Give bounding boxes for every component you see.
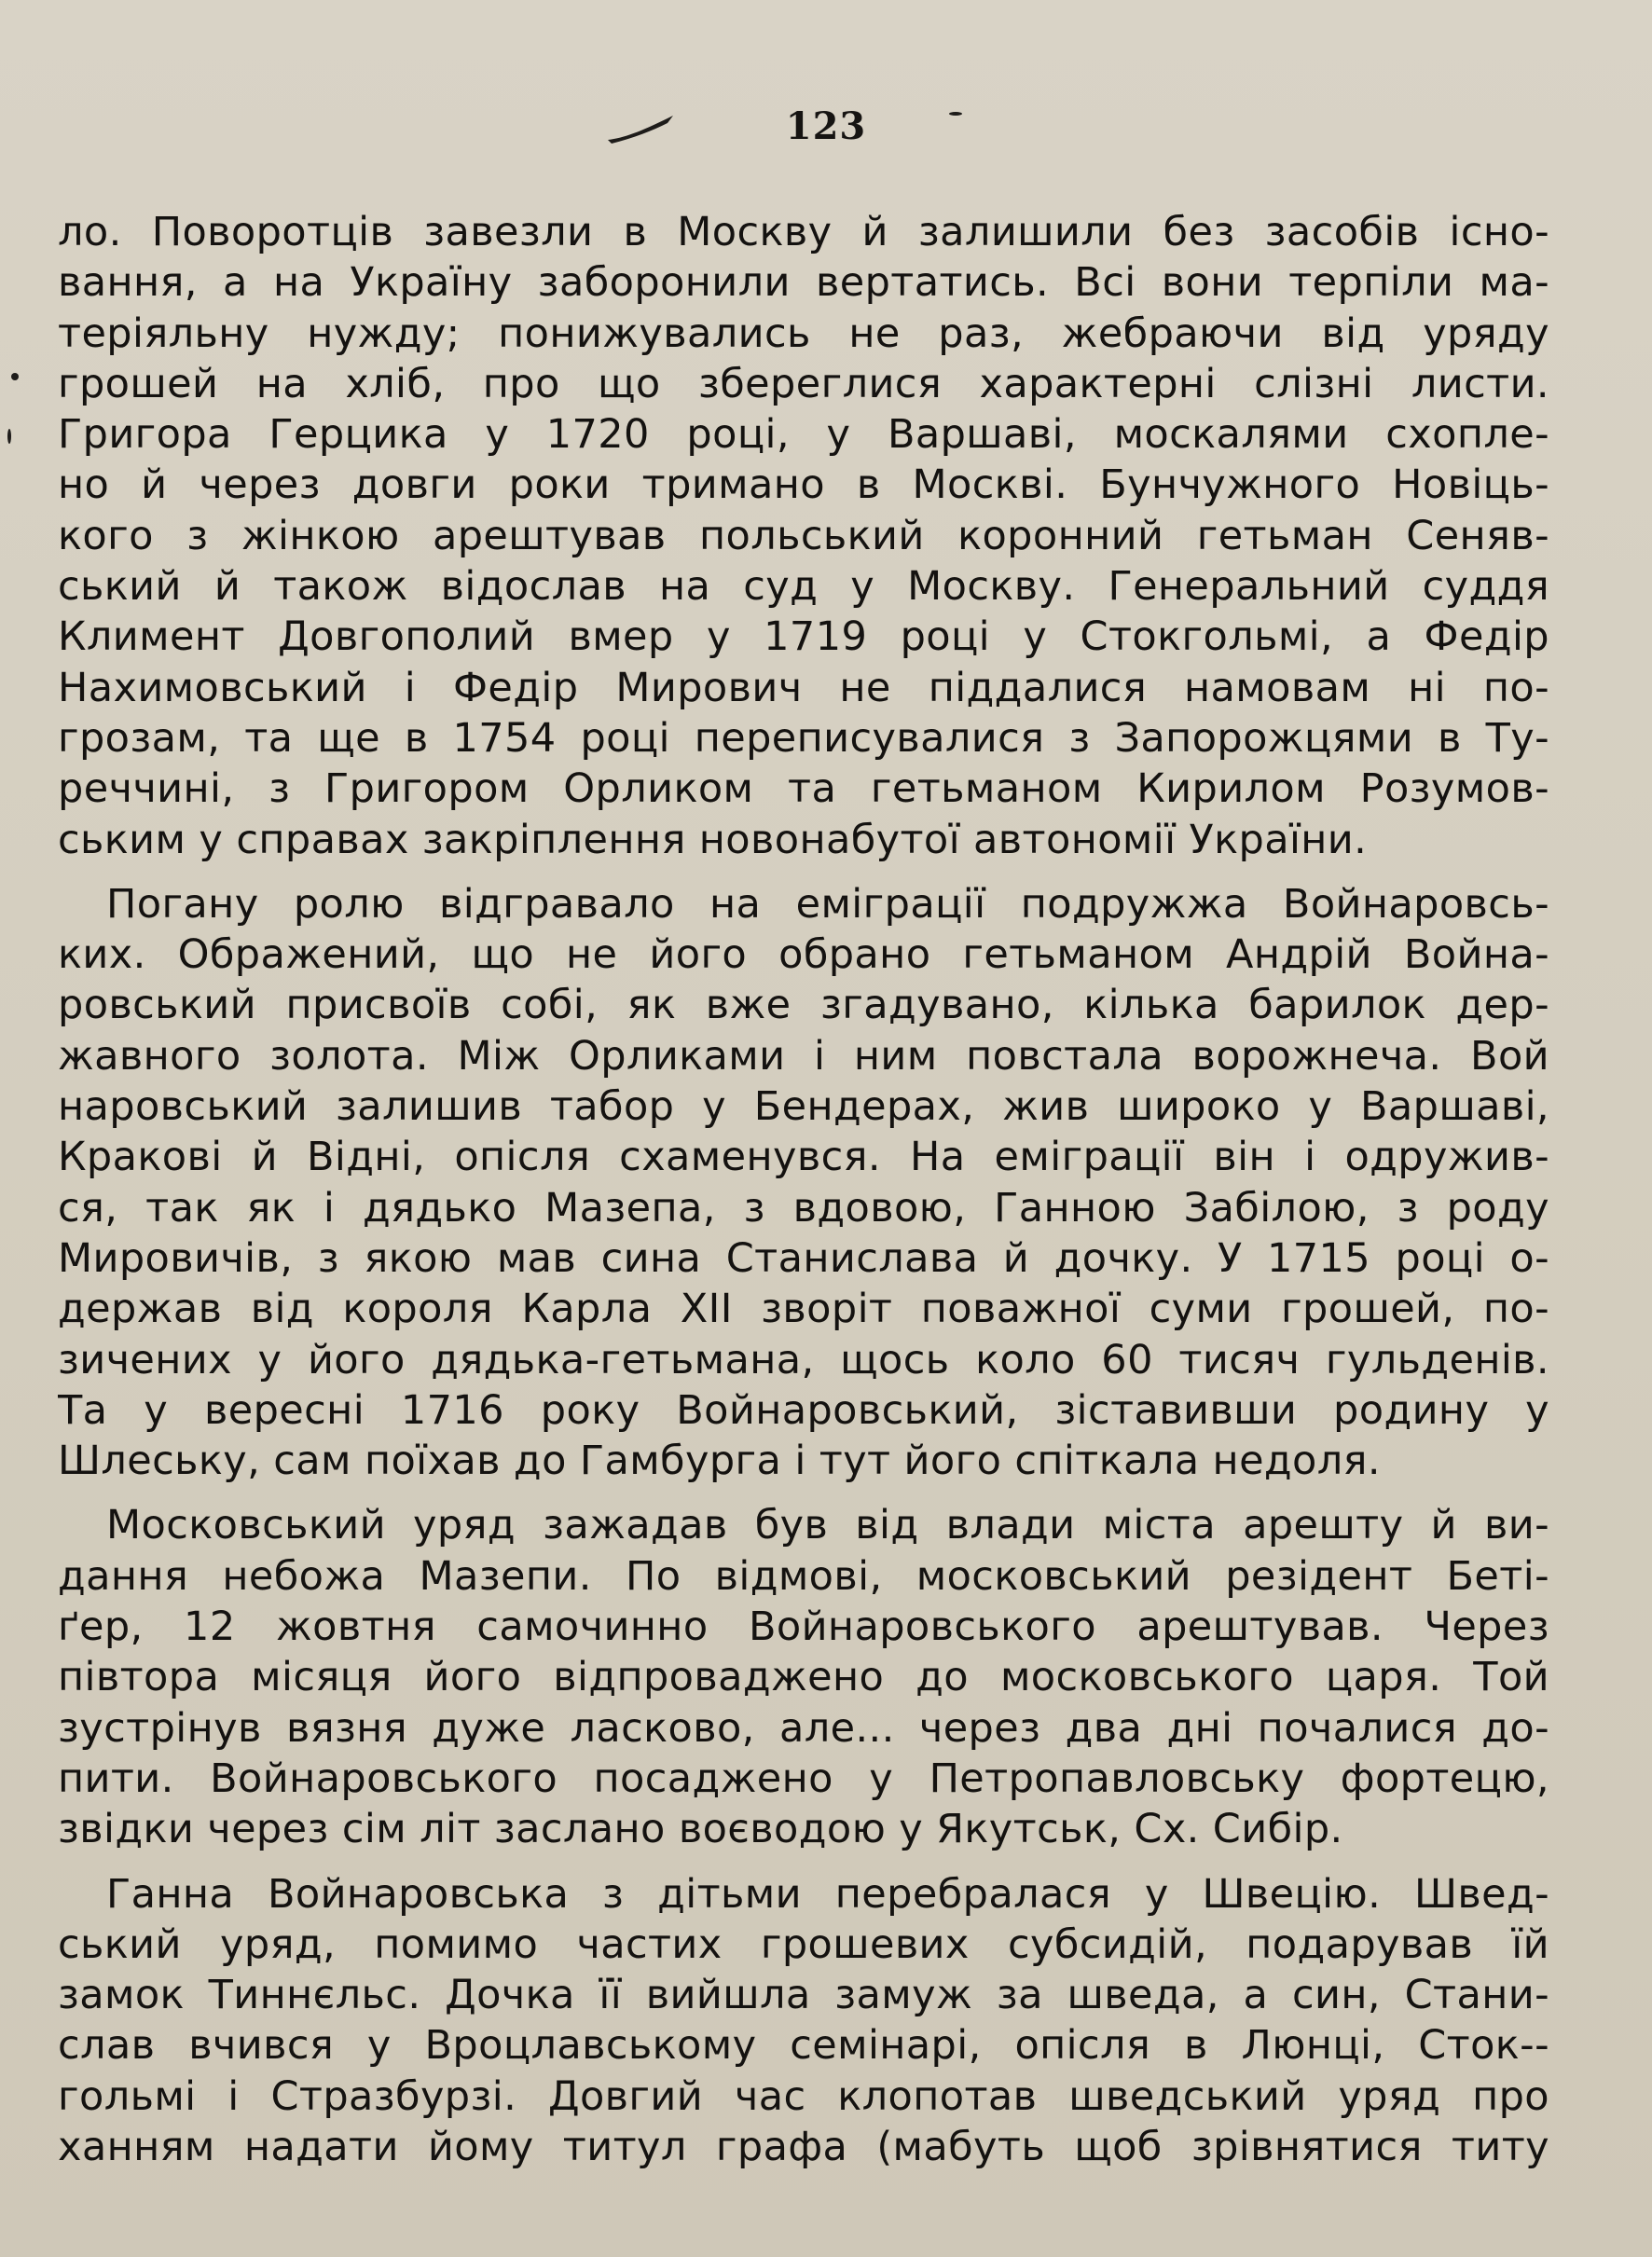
text-line: наровський залишив табор у Бендерах, жив широко у Варшаві, <box>58 1083 1549 1131</box>
text-line: Погану ролю відгравало на еміграції подружжа Войнаровсь- <box>106 880 1549 928</box>
text-line: грошей на хліб, про що збереглися характерні слізні листи. <box>58 360 1549 407</box>
paragraph-3 <box>58 1500 1549 1854</box>
text-line: Московський уряд зажадав був від влади міста арешту й ви- <box>106 1502 1549 1549</box>
text-line: вання, а на Україну заборонили вертатись. Всі вони терпіли ма- <box>58 259 1549 307</box>
text-line: гольмі і Стразбурзі. Довгий час клопотав шведський уряд про <box>58 2072 1549 2120</box>
text-line: ких. Ображений, що не його обрано гетьманом Андрій Война- <box>58 931 1549 979</box>
text-line: слав вчився у Вроцлавському семінарі, опісля в Люнці, Сток-- <box>58 2022 1549 2070</box>
text-line: ський й також відослав на суд у Москву. Генеральний суддя <box>58 563 1549 611</box>
page-text <box>58 207 1549 2186</box>
text-line: кого з жінкою арештував польський коронний гетьман Сеняв- <box>58 512 1549 559</box>
text-line: Шлеську, сам поїхав до Гамбурга і тут його спіткала недоля. <box>58 1438 1381 1485</box>
text-line: дання небожа Мазепи. По відмові, московський резідент Беті- <box>58 1552 1549 1600</box>
text-line: теріяльну нужду; понижувались не раз, жебраючи від уряду <box>58 310 1549 357</box>
text-line: півтора місяця його відпроваджено до московського царя. Той <box>58 1654 1549 1701</box>
text-line: Та у вересні 1716 року Войнаровський, зіставивши родину у <box>58 1386 1549 1434</box>
text-line: ським у справах закріплення новонабутої автономії України. <box>58 816 1368 863</box>
paragraph-1 <box>58 207 1549 865</box>
text-line: ханням надати йому титул графа (мабуть щоб зрівнятися титу <box>58 2123 1549 2170</box>
text-line: звідки через сім літ заслано воєводою у Якутськ, Сх. Сибір. <box>58 1806 1343 1853</box>
text-line: Мировичів, з якою мав сина Станислава й дочку. У 1715 році о- <box>58 1234 1549 1282</box>
text-line: Ганна Войнаровська з дітьми перебралася у Швецію. Швед- <box>106 1870 1549 1918</box>
text-line: ся, так як і дядько Мазепа, з вдовою, Ганною Забілою, з роду <box>58 1184 1549 1232</box>
text-line: Григора Герцика у 1720 році, у Варшаві, москалями схопле- <box>58 411 1549 459</box>
text-line: ло. Поворотців завезли в Москву й залишили без засобів існо- <box>58 209 1549 255</box>
smudge-mark <box>7 429 11 444</box>
paragraph-2 <box>58 879 1549 1487</box>
text-line: зустрінув вязня дуже ласково, але... через два дні почалися до- <box>58 1704 1549 1752</box>
text-line: ський уряд, помимо частих грошевих субсидій, подарував їй <box>58 1920 1549 1968</box>
text-line: Нахимовський і Федір Мирович не піддалися намовам ні по- <box>58 664 1549 711</box>
text-line: ґер, 12 жовтня самочинно Войнаровського арештував. Через <box>58 1603 1549 1651</box>
paragraph-4 <box>58 1869 1549 2173</box>
text-line: но й через довги роки тримано в Москві. Бунчужного Новіць- <box>58 461 1549 509</box>
text-line: жавного золота. Між Орликами і ним повстала ворожнеча. Вой <box>58 1032 1549 1080</box>
text-line: Климент Довгополий вмер у 1719 році у Стокгольмі, а Федір <box>58 613 1549 661</box>
page-number: 123 <box>785 104 867 148</box>
text-line: держав від короля Карла XII зворіт поважної суми грошей, по- <box>58 1286 1549 1333</box>
smudge-mark <box>11 373 19 380</box>
text-line: замок Тиннєльс. Дочка її вийшла замуж за шведа, а син, Стани- <box>58 1972 1549 2019</box>
text-line: реччині, з Григором Орликом та гетьманом Кирилом Розумов- <box>58 765 1549 813</box>
text-line: зичених у його дядька-гетьмана, щось коло 60 тисяч гульденів. <box>58 1336 1549 1383</box>
text-line: грозам, та ще в 1754 році переписувалися з Запорожцями в Ту- <box>58 714 1549 762</box>
text-line: ровський присвоїв собі, як вже згадувано, кілька барилок дер- <box>58 982 1549 1029</box>
text-line: пити. Войнаровського посаджено у Петропавловську фортецю, <box>58 1755 1549 1802</box>
text-line: Кракові й Відні, опісля схаменувся. На еміграції він і одружив- <box>58 1134 1549 1181</box>
